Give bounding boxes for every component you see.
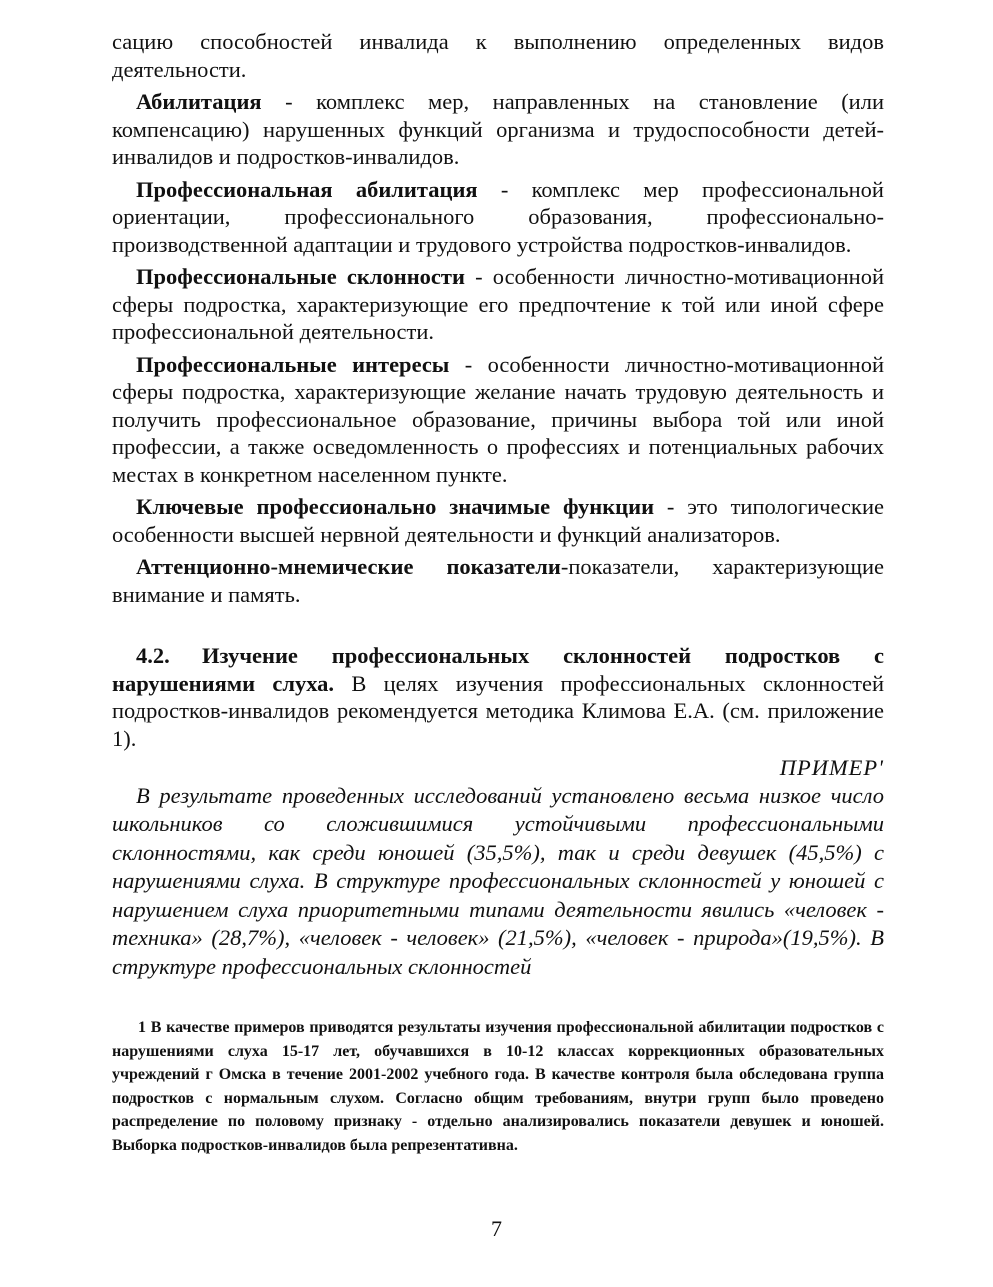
definition-term: Профессиональные интересы bbox=[136, 351, 450, 377]
definition-term: Абилитация bbox=[136, 89, 262, 114]
section-text: В целях изучения профессиональных склонностей подростков-инвалидов рекомендуется методика Климова Е.А. (см. приложение 1). bbox=[112, 670, 884, 751]
definition-attention-memory bbox=[112, 553, 884, 608]
section-4-2 bbox=[112, 642, 884, 752]
example-text: В результате проведенных исследований установлено весьма низкое число школьников со сложившимися устойчивыми профессиональными склонностями, как среди юношей (35,5%), так и среди девушек (45,5%) с нарушениями слуха. В структуре профессиональных склонностей у юношей с нарушением слуха приоритетными типами деятельности явились «человек - техника» (28,7%), «человек - человек» (21,5%), «человек - природа»(19,5%). В структуре профессиональных склонностей bbox=[112, 782, 884, 979]
definition-key-functions bbox=[112, 493, 884, 548]
definition-text: - это типологические особенности высшей нервной деятельности и функций анализаторов. bbox=[112, 494, 884, 547]
definition-professional-habilitation bbox=[112, 176, 884, 259]
section-number: 4.2. bbox=[136, 643, 170, 668]
section-title: Изучение профессиональных склонностей подростков с нарушениями слуха. bbox=[112, 643, 884, 696]
example-label: ПРИМЕР' bbox=[779, 755, 884, 780]
footnote-marker: 1 bbox=[138, 1019, 146, 1036]
definition-text: -показатели, характеризующие внимание и память. bbox=[112, 554, 884, 607]
footnote bbox=[112, 1016, 884, 1158]
definition-habilitation bbox=[112, 88, 884, 171]
page-body bbox=[112, 28, 884, 981]
definition-text: - комплекс мер, направленных на становление (или компенсацию) нарушенных функций организма и трудоспособности детей-инвалидов и подростков-инвалидов. bbox=[112, 89, 884, 169]
page-number: 7 bbox=[491, 1216, 502, 1241]
definition-text: - особенности личностно-мотивационной сферы подростка, характеризующие его предпочтение к той или иной сфере профессиональной деятельности. bbox=[112, 264, 884, 344]
definition-text: - особенности личностно-мотивационной сферы подростка, характеризующие желание начать трудовую деятельность и получить профессиональное образование, причины выбора той или иной профессии, а также осведомленность о профессиях и потенциальных рабочих местах в конкретном населенном пункте. bbox=[112, 351, 884, 487]
definition-text: - комплекс мер профессиональной ориентации, профессионального образования, профессионально-производственной адаптации и трудового устройства подростков-инвалидов. bbox=[112, 176, 884, 257]
definition-professional-interests bbox=[112, 351, 884, 489]
footnote-text: В качестве примеров приводятся результаты изучения профессиональной абилитации подростков с нарушениями слуха 15-17 лет, обучавшихся в 10-12 классах коррекционных образовательных учреждений г Омска в течение 2001-2002 учебного года. В качестве контроля была обследована группа подростков с нормальным слухом. Согласно общим требованиям, внутри групп было проведено распределение по половому признаку - отдельно анализировались показатели девушек и юношей. Выборка подростков-инвалидов была репрезентативна. bbox=[112, 1019, 884, 1154]
paragraph-continuation bbox=[112, 28, 884, 83]
paragraph-text: сацию способностей инвалида к выполнению определенных видов деятельности. bbox=[112, 29, 884, 82]
definition-term: Профессиональные склонности bbox=[136, 264, 465, 289]
definition-term: Ключевые профессионально значимые функции bbox=[136, 494, 655, 519]
definition-term: Профессиональная абилитация bbox=[136, 176, 478, 202]
definition-term: Аттенционно-мнемические показатели bbox=[136, 554, 561, 579]
definition-professional-inclinations bbox=[112, 263, 884, 346]
